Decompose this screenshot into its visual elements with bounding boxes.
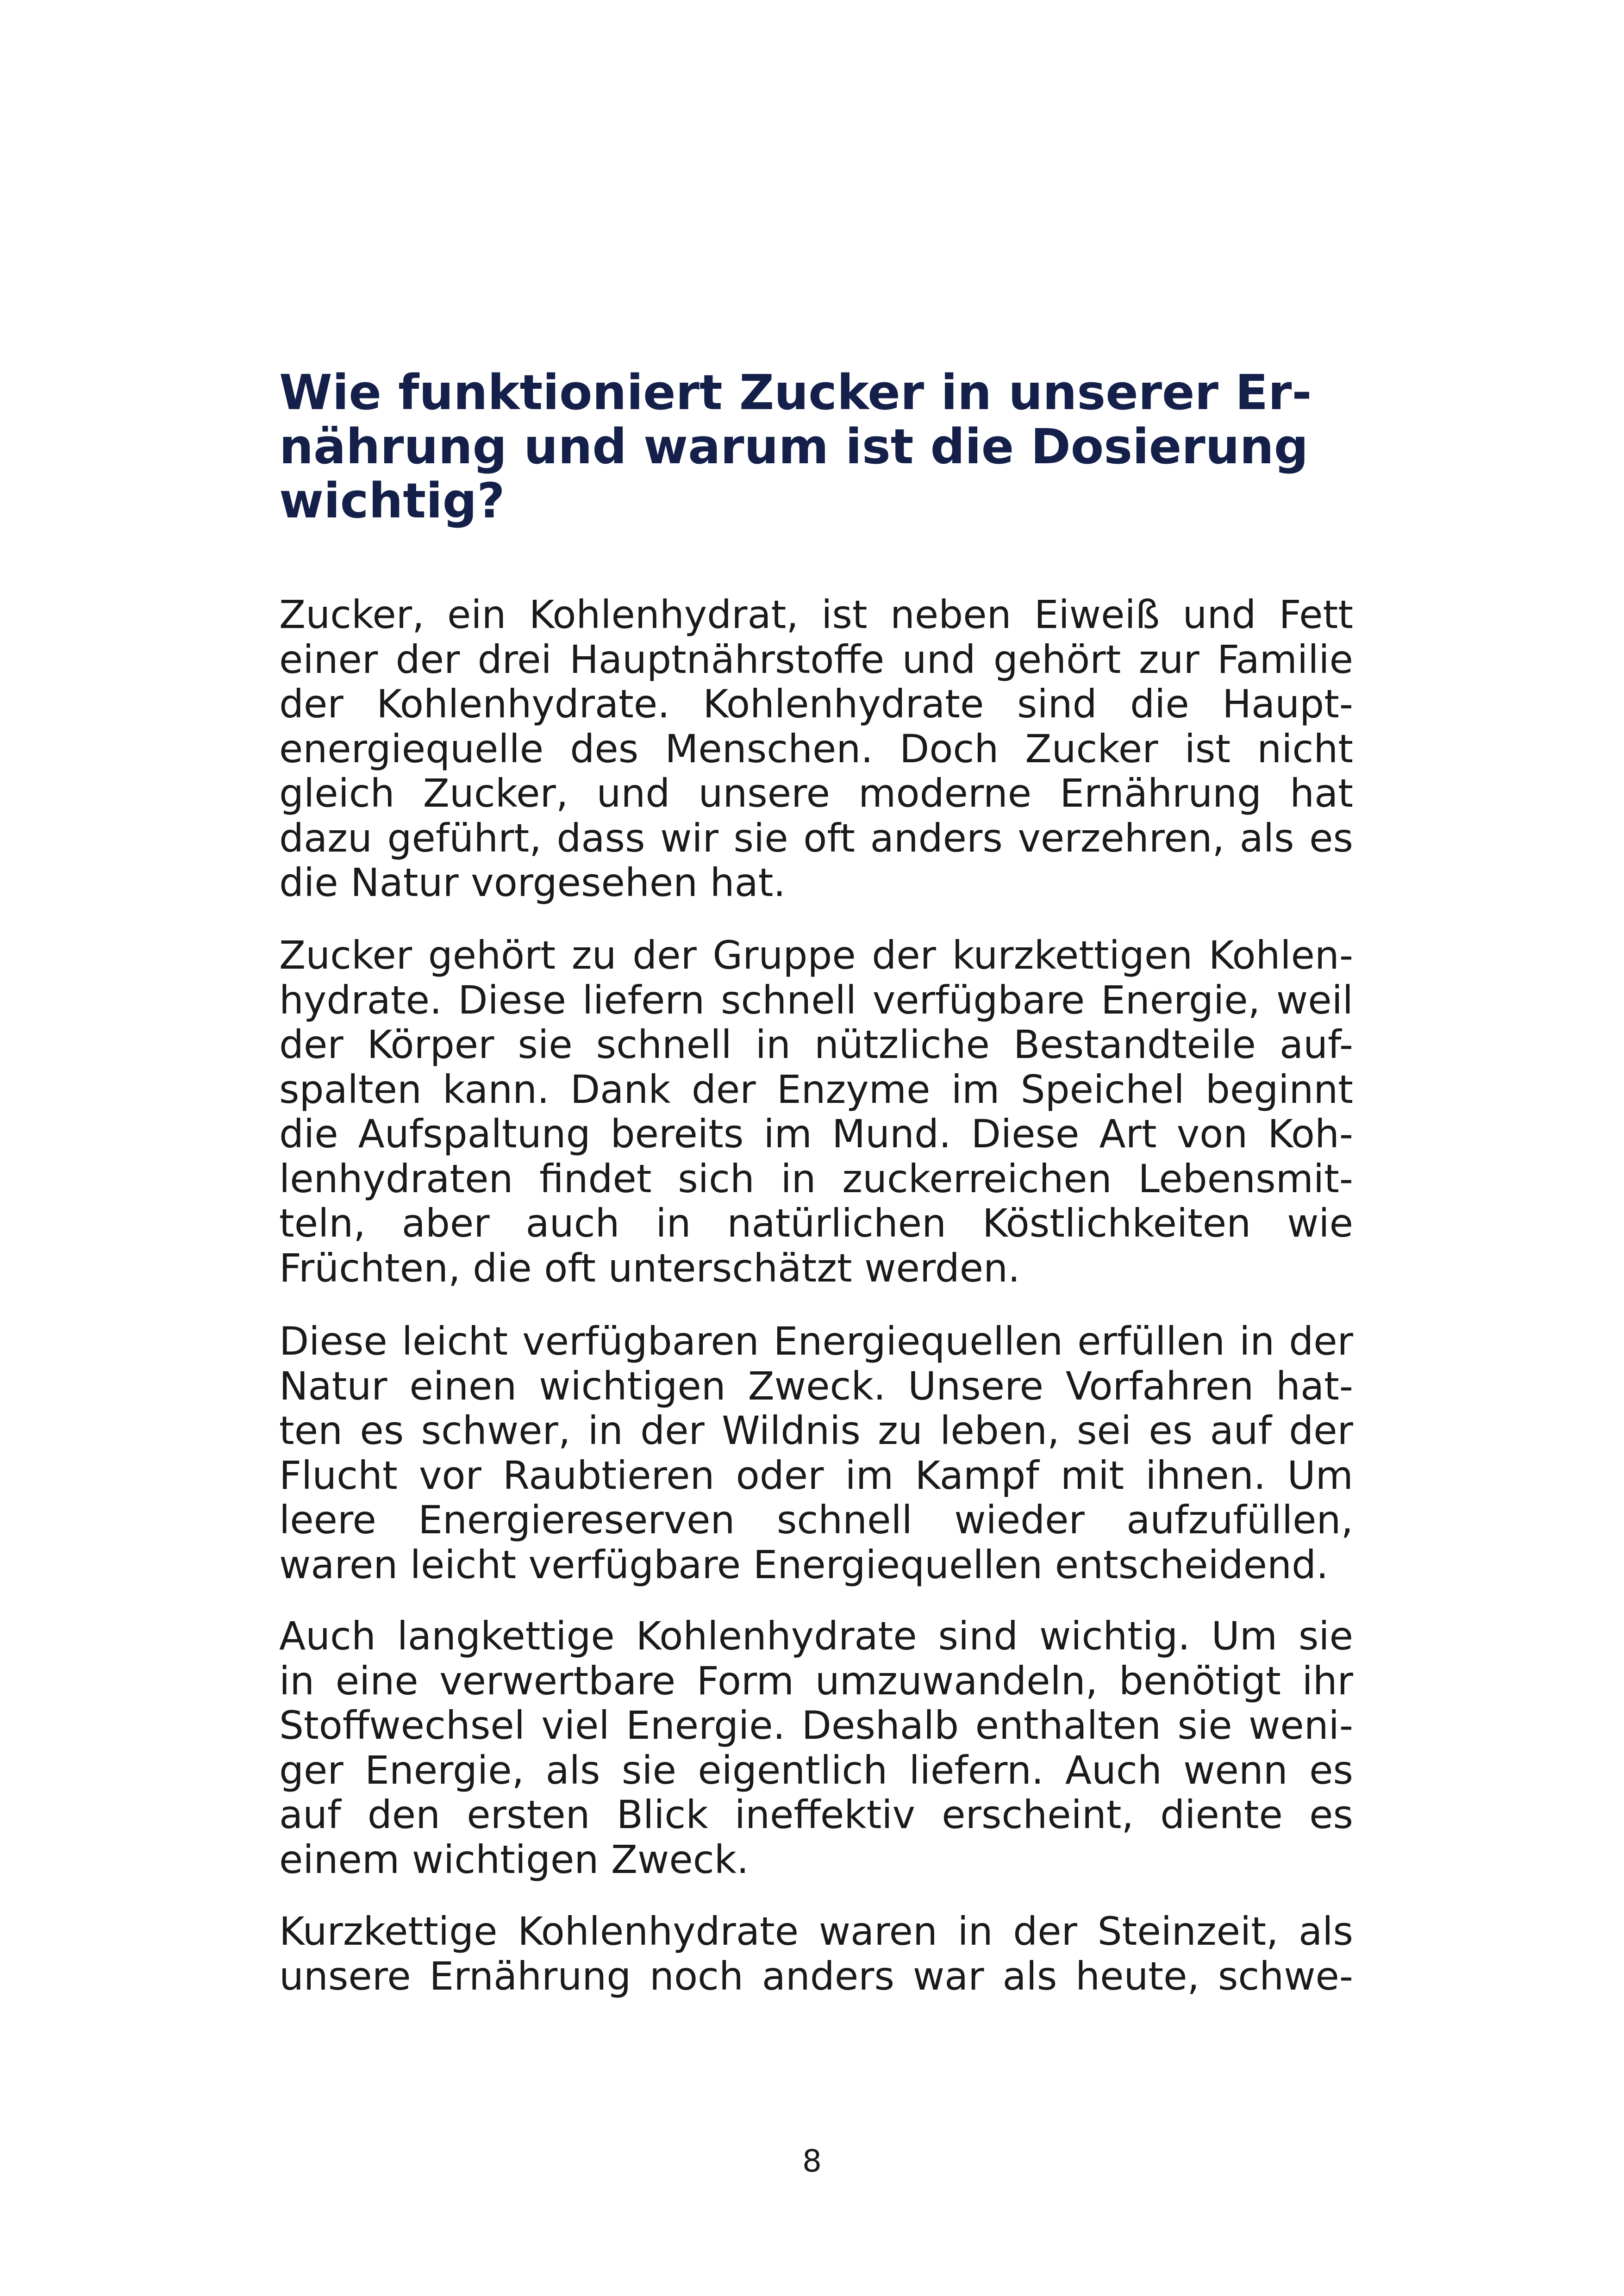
text-line: lenhydraten findet sich in zuckerreichen Lebensmit- (279, 1156, 1353, 1201)
heading-line: wichtig? (279, 473, 505, 529)
text-line: die Natur vorgesehen hat. (279, 860, 786, 905)
text-line: Kurzkettige Kohlenhydrate waren in der Steinzeit, als (279, 1909, 1353, 1954)
text-line: waren leicht verfügbare Energiequellen entscheidend. (279, 1542, 1329, 1587)
paragraph-3 (279, 1319, 1353, 1587)
text-line: Natur einen wichtigen Zweck. Unsere Vorfahren hat- (279, 1363, 1353, 1409)
paragraph-1 (279, 592, 1353, 905)
text-line: dazu geführt, dass wir sie oft anders verzehren, als es (279, 815, 1353, 861)
text-line: einer der drei Hauptnährstoffe und gehört zur Familie (279, 636, 1353, 682)
text-line: energiequelle des Menschen. Doch Zucker ist nicht (279, 726, 1353, 772)
text-line: Zucker, ein Kohlenhydrat, ist neben Eiweiß und Fett (279, 592, 1353, 637)
heading-line: nährung und warum ist die Dosierung (279, 418, 1309, 475)
text-line: Früchten, die oft unterschätzt werden. (279, 1245, 1020, 1291)
paragraph-5 (279, 1909, 1353, 1998)
text-line: ger Energie, als sie eigentlich liefern. Auch wenn es (279, 1747, 1353, 1793)
text-line: unsere Ernährung noch anders war als heute, schwe- (279, 1953, 1353, 1999)
page-heading (279, 366, 1367, 528)
heading-line: Wie funktioniert Zucker in unserer Er- (279, 364, 1312, 421)
text-line: Zucker gehört zu der Gruppe der kurzkettigen Kohlen- (279, 933, 1353, 978)
text-line: ten es schwer, in der Wildnis zu leben, sei es auf der (279, 1408, 1353, 1453)
text-line: der Kohlenhydrate. Kohlenhydrate sind die Haupt- (279, 681, 1353, 727)
text-line: die Aufspaltung bereits im Mund. Diese Art von Koh- (279, 1111, 1353, 1157)
text-line: leere Energiereserven schnell wieder aufzufüllen, (279, 1497, 1353, 1543)
text-line: auf den ersten Blick ineffektiv erscheint, diente es (279, 1792, 1353, 1837)
text-line: gleich Zucker, und unsere moderne Ernährung hat (279, 771, 1353, 816)
text-line: Flucht vor Raubtieren oder im Kampf mit ihnen. Um (279, 1452, 1353, 1498)
text-line: Stoffwechsel viel Energie. Deshalb enthalten sie weni- (279, 1703, 1353, 1748)
paragraph-4 (279, 1614, 1353, 1882)
text-line: der Körper sie schnell in nützliche Bestandteile auf- (279, 1022, 1353, 1067)
text-line: in eine verwertbare Form umzuwandeln, benötigt ihr (279, 1658, 1353, 1704)
text-line: spalten kann. Dank der Enzyme im Speichel beginnt (279, 1066, 1353, 1112)
page-number: 8 (802, 2143, 822, 2179)
text-line: teln, aber auch in natürlichen Köstlichkeiten wie (279, 1201, 1353, 1246)
text-line: Auch langkettige Kohlenhydrate sind wichtig. Um sie (279, 1613, 1353, 1659)
text-line: hydrate. Diese liefern schnell verfügbare Energie, weil (279, 977, 1353, 1023)
paragraph-2 (279, 933, 1353, 1290)
text-line: Diese leicht verfügbaren Energiequellen erfüllen in der (279, 1319, 1353, 1364)
text-line: einem wichtigen Zweck. (279, 1836, 749, 1882)
